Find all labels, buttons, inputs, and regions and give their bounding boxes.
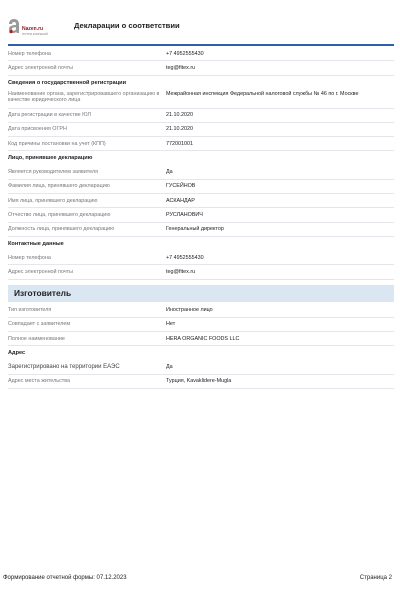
info-row: [8, 137, 394, 151]
logo-mark-icon: [8, 18, 20, 34]
row-label: Код причины постановки на учет (КПП): [8, 140, 106, 147]
info-row: [8, 90, 394, 109]
document-body: [8, 47, 394, 389]
section-heading-contacts: Контактные данные: [8, 240, 64, 247]
row-value: +7 4952555430: [166, 254, 204, 261]
row-value: АСКАНДАР: [166, 197, 195, 204]
document-title: Декларации о соответствии: [74, 21, 180, 30]
info-row: [8, 194, 394, 208]
row-label: Является руководителем заявителя: [8, 169, 99, 176]
row-label: Должность лица, принявшего декларацию: [8, 226, 115, 233]
info-row: [8, 318, 394, 332]
section-heading-registration: Сведения о государственной регистрации: [8, 79, 127, 86]
row-value: 21.10.2020: [166, 112, 193, 119]
info-row: [8, 223, 394, 237]
row-value: +7 4952555430: [166, 50, 204, 57]
info-row: [8, 375, 394, 389]
row-value: teg@fitex.ru: [166, 64, 196, 71]
row-value: РУСЛАНОВИЧ: [166, 211, 203, 218]
info-row: [8, 123, 394, 137]
row-value: Межрайонная инспекция Федеральной налоговой службы № 46 по г. Москве: [166, 91, 359, 98]
row-label: Совпадает с заявителем: [8, 321, 71, 328]
report-date: Формирование отчетной формы: 07.12.2023: [3, 575, 127, 581]
section-heading-address: Адрес: [8, 350, 26, 357]
row-value: HERA ORGANIC FOODS LLC: [166, 335, 240, 342]
row-value: teg@fitex.ru: [166, 268, 196, 275]
row-label: Тип изготовителя: [8, 307, 52, 314]
row-label: Адрес электронной почты: [8, 64, 74, 71]
row-value: Турция, Kavaklidere-Mugla: [166, 378, 232, 385]
info-row: [8, 251, 394, 265]
page-header: [8, 18, 394, 44]
row-label: Номер телефона: [8, 254, 51, 261]
info-row: [8, 61, 394, 75]
row-value: 772001001: [166, 140, 193, 147]
section-heading-person: Лицо, принявшее декларацию: [8, 155, 93, 162]
row-label: Фамилия лица, принявшего декларацию: [8, 183, 110, 190]
row-value: Нет: [166, 321, 176, 328]
row-label: Полное наименование: [8, 335, 65, 342]
row-value: Генеральный директор: [166, 226, 224, 233]
row-value: Да: [166, 364, 173, 370]
row-label: Отчество лица, принявшего декларацию: [8, 211, 111, 218]
row-label: Зарегистрировано на территории ЕАЭС: [8, 364, 120, 370]
row-value: 21.10.2020: [166, 126, 193, 133]
row-label: Номер телефона: [8, 50, 51, 57]
info-row: [8, 304, 394, 318]
row-label: Адрес электронной почты: [8, 268, 74, 275]
page-number: Страница 2: [359, 575, 392, 581]
row-label: Дата присвоения ОГРН: [8, 126, 67, 133]
info-row: [8, 109, 394, 123]
info-row: [8, 265, 394, 279]
info-row: [8, 208, 394, 222]
logo-text: Nazen.ru: [22, 26, 44, 32]
row-label: Адрес места жительства: [8, 378, 70, 385]
row-value: ГУСЕЙНОВ: [166, 183, 196, 190]
info-row: [8, 180, 394, 194]
header-divider: [8, 44, 394, 46]
info-row: [8, 165, 394, 179]
row-label: Дата регистрации в качестве ЮЛ: [8, 112, 91, 119]
row-label: Имя лица, принявшего декларацию: [8, 197, 98, 204]
row-value: Иностранное лицо: [166, 307, 213, 314]
row-value: Да: [166, 169, 173, 176]
logo-subtitle: ГРУППА КОМПАНИЙ: [22, 33, 48, 36]
row-label: Наименование органа, зарегистрировавшего организацию в качестве юридического лица: [8, 91, 160, 104]
info-row: [8, 332, 394, 346]
section-band-manufacturer: Изготовитель: [8, 285, 394, 302]
info-row: [8, 47, 394, 61]
logo: [8, 18, 68, 40]
info-row: [8, 360, 394, 374]
